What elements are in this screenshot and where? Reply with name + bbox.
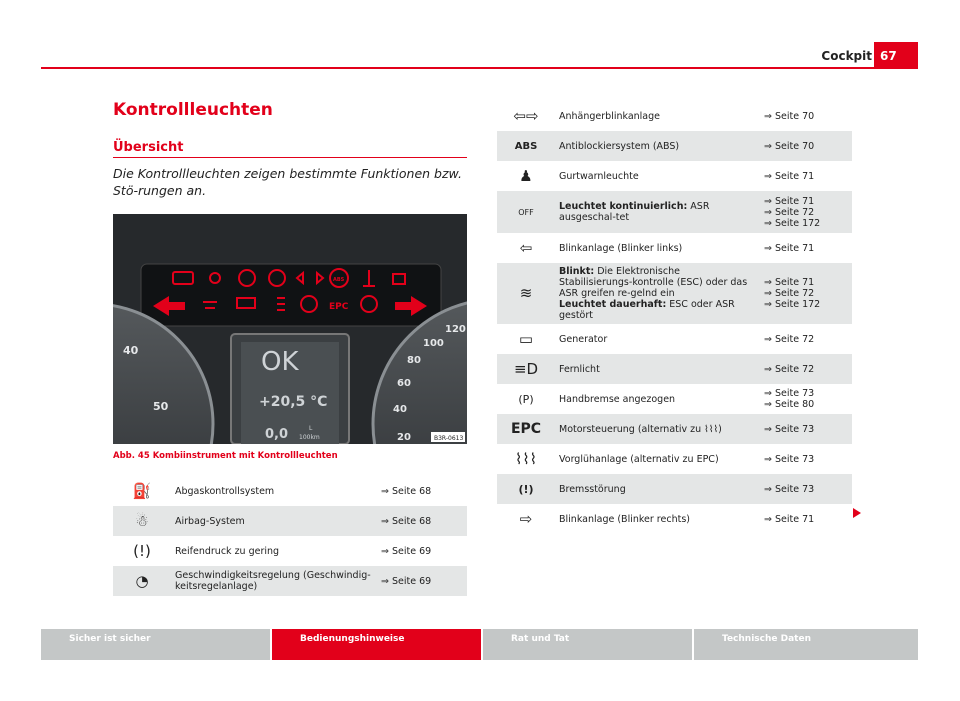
lamp-abs-label: ABS — [333, 277, 345, 283]
lamp-description: Blinkt: Die Elektronische Stabilisierungs-kontrolle (ESC) oder das ASR greifen re-gelnd ein Leuchtet dauerhaft: ESC oder ASR gestört — [555, 263, 760, 324]
display-status: OK — [261, 347, 299, 377]
page-reference[interactable]: ⇒ Seite 71 ⇒ Seite 72 ⇒ Seite 172 — [760, 191, 852, 233]
display-unit-bottom: 100km — [299, 434, 320, 441]
gauge-right-label: 20 — [397, 432, 411, 443]
gauge-right-label: 40 — [393, 404, 407, 415]
page-number: 67 — [874, 42, 918, 68]
instrument-cluster-illustration — [113, 214, 467, 444]
gauge-right-label: 80 — [407, 355, 421, 366]
lamp-description: Blinkanlage (Blinker rechts) — [559, 513, 690, 525]
header-rule — [41, 67, 918, 69]
turn-left-icon: ⇦ — [519, 238, 533, 257]
running-head: Cockpit — [821, 49, 872, 63]
lamp-description: Bremsstörung — [555, 474, 760, 504]
gauge-right-label: 60 — [397, 378, 411, 389]
gauge-right-label: 120 — [445, 324, 466, 335]
intro-text: Die Kontrollleuchten zeigen bestimmte Funktionen bzw. Stö-rungen an. — [113, 166, 462, 198]
page-reference[interactable]: ⇒ Seite 72 — [764, 333, 815, 345]
gauge-right-label: 100 — [423, 338, 444, 349]
lamp-description: Vorglühanlage (alternativ zu EPC) — [559, 453, 719, 465]
asr-off-icon: OFF — [497, 191, 555, 233]
figure-code: B3R-0613 — [434, 435, 464, 442]
tire-pressure-icon: (!) — [133, 541, 151, 560]
table-row — [113, 476, 467, 506]
engine-icon: ⛽ — [132, 481, 152, 500]
page-reference[interactable]: ⇒ Seite 70 — [760, 131, 852, 161]
seatbelt-icon: ♟ — [519, 166, 533, 185]
lamp-description: Generator — [559, 333, 608, 345]
page-reference[interactable]: ⇒ Seite 70 — [764, 110, 815, 122]
table-row — [497, 191, 852, 233]
lamp-description: Antiblockiersystem (ABS) — [555, 131, 760, 161]
generator-icon: ▭ — [518, 329, 534, 348]
page-reference[interactable]: ⇒ Seite 68 — [381, 485, 432, 497]
epc-icon: EPC — [497, 414, 555, 444]
lamp-epc-label: EPC — [329, 302, 349, 312]
table-row — [497, 233, 852, 263]
warning-lamps-table-right — [497, 101, 852, 534]
table-row — [113, 536, 467, 566]
continue-arrow-icon — [853, 508, 861, 518]
gauge-left-label: 40 — [123, 344, 139, 357]
table-row — [497, 414, 852, 444]
lamp-description: Fernlicht — [555, 354, 760, 384]
table-row — [497, 474, 852, 504]
parking-brake-icon: (P) — [518, 392, 534, 406]
instrument-cluster-photo — [113, 214, 467, 444]
page-reference[interactable]: ⇒ Seite 68 — [377, 506, 467, 536]
tab-technische-daten[interactable]: Technische Daten — [694, 629, 918, 660]
lamp-description: Abgaskontrollsystem — [175, 485, 275, 497]
lamp-description: Blinkanlage (Blinker links) — [559, 242, 683, 254]
table-row — [497, 354, 852, 384]
table-row — [497, 384, 852, 414]
table-row — [497, 263, 852, 324]
lamp-description: Airbag-System — [171, 506, 377, 536]
display-temperature: +20,5 °C — [259, 394, 328, 410]
page-reference[interactable]: ⇒ Seite 69 — [381, 545, 432, 557]
table-row — [113, 506, 467, 536]
brake-fault-icon: (!) — [497, 474, 555, 504]
lamp-description: Handbremse angezogen — [559, 393, 676, 405]
abs-icon: ABS — [497, 131, 555, 161]
high-beam-icon: ≡D — [497, 354, 555, 384]
display-consumption: 0,0 — [265, 427, 289, 442]
esc-icon: ≋ — [497, 263, 555, 324]
section-title: Kontrollleuchten — [113, 100, 273, 120]
section-subtitle: Übersicht — [113, 140, 184, 155]
table-row — [497, 444, 852, 474]
lamp-description: Leuchtet kontinuierlich: ASR ausgeschal-tet — [555, 191, 760, 233]
page-reference[interactable]: ⇒ Seite 73 — [764, 453, 815, 465]
trailer-turn-icon: ⇦⇨ — [513, 106, 539, 125]
page-reference[interactable]: ⇒ Seite 71 — [764, 513, 815, 525]
airbag-icon: ☃ — [113, 506, 171, 536]
table-row — [497, 504, 852, 534]
page-reference[interactable]: ⇒ Seite 73 — [760, 414, 852, 444]
warning-lamps-table-left — [113, 476, 467, 596]
lamp-description: Motorsteuerung (alternativ zu ⌇⌇⌇) — [555, 414, 760, 444]
page-reference[interactable]: ⇒ Seite 72 — [760, 354, 852, 384]
glow-plug-icon: ⌇⌇⌇ — [515, 449, 537, 468]
lamp-description: Geschwindigkeitsregelung (Geschwindig-keitsregelanlage) — [171, 566, 377, 596]
lamp-description: Anhängerblinkanlage — [559, 110, 661, 122]
page-reference[interactable]: ⇒ Seite 71 — [764, 242, 815, 254]
page-reference[interactable]: ⇒ Seite 71 — [764, 170, 815, 182]
lamp-description: Reifendruck zu gering — [175, 545, 280, 557]
tab-sicher-ist-sicher[interactable]: Sicher ist sicher — [41, 629, 272, 660]
page-reference[interactable]: ⇒ Seite 69 — [377, 566, 467, 596]
page-reference[interactable]: ⇒ Seite 73 ⇒ Seite 80 — [764, 388, 815, 410]
figure-caption: Abb. 45 Kombiinstrument mit Kontrollleuchten — [113, 451, 338, 461]
tab-rat-und-tat[interactable]: Rat und Tat — [483, 629, 694, 660]
display-unit-top: L — [309, 425, 313, 432]
turn-right-icon: ⇨ — [519, 509, 533, 528]
table-row — [497, 101, 852, 131]
cruise-control-icon: ◔ — [113, 566, 171, 596]
table-row — [497, 131, 852, 161]
page-reference[interactable]: ⇒ Seite 73 — [760, 474, 852, 504]
table-row — [113, 566, 467, 596]
tab-bedienungshinweise[interactable]: Bedienungshinweise — [272, 629, 483, 660]
table-row — [497, 161, 852, 191]
subtitle-rule — [113, 157, 467, 158]
table-row — [497, 324, 852, 354]
page-reference[interactable]: ⇒ Seite 71 ⇒ Seite 72 ⇒ Seite 172 — [760, 263, 852, 324]
chapter-tabs — [41, 629, 918, 660]
lamp-description: Gurtwarnleuchte — [559, 170, 639, 182]
gauge-left-label: 50 — [153, 400, 169, 413]
